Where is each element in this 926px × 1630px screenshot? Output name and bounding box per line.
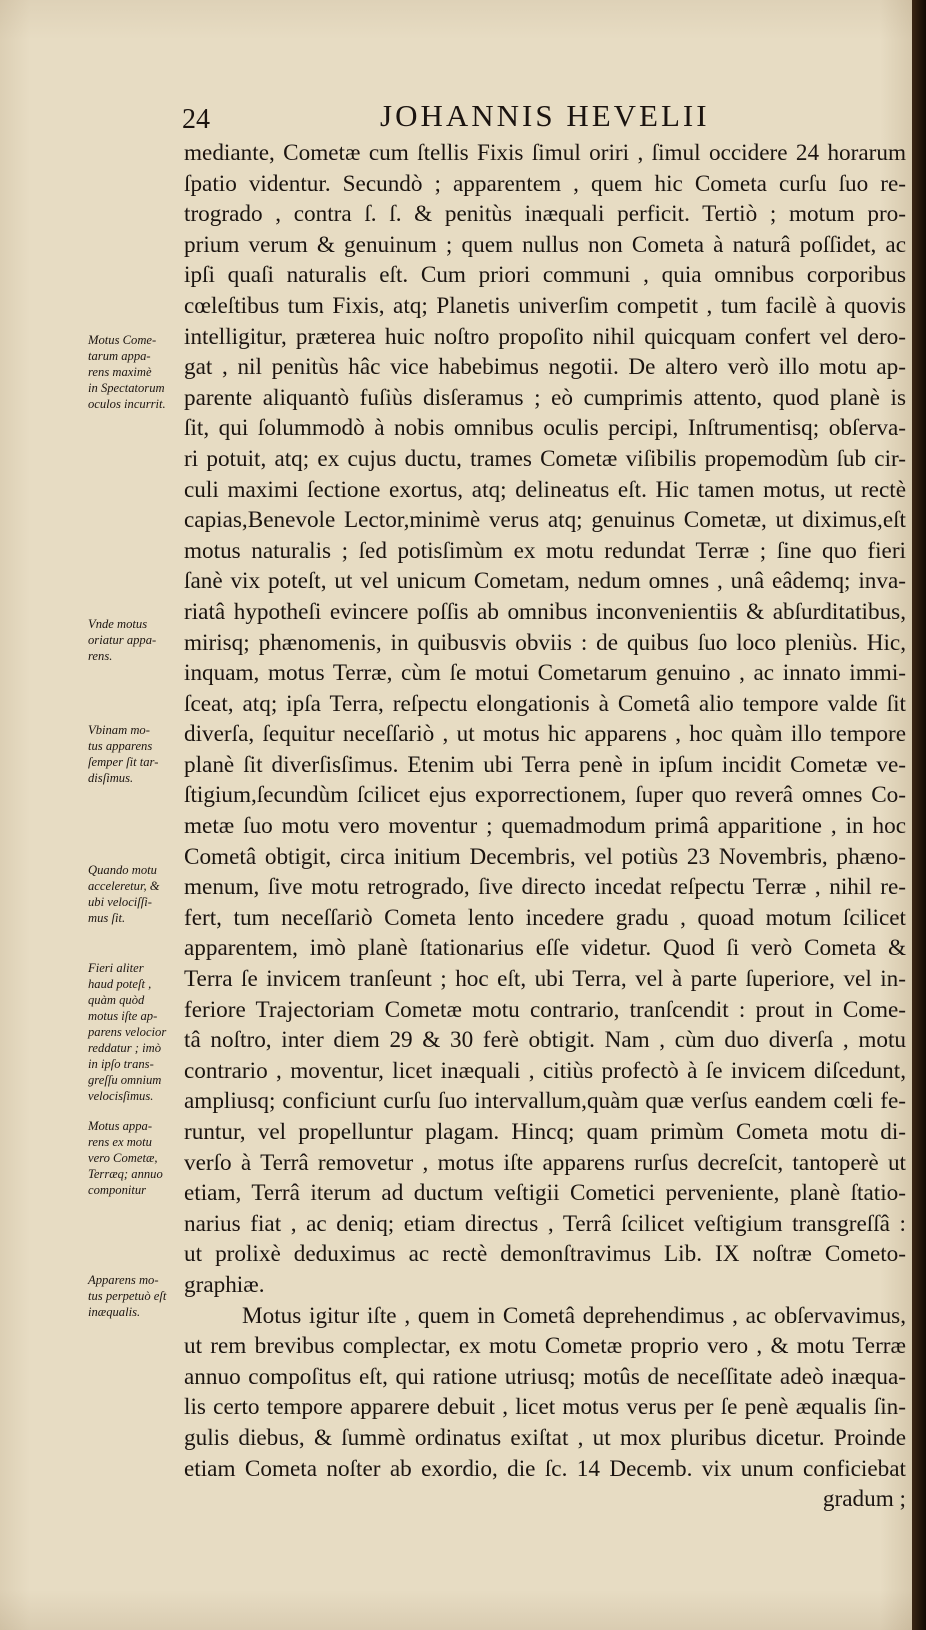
text-line: lis certo tempore apparere debuit , licet motus verus per ſe penè æqualis ſin- [184,1394,906,1421]
text-line: fert, tum neceſſariò Cometa lento incedere gradu , quoad motum ſcilicet [184,904,906,931]
text-line: graphiæ. [184,1271,265,1298]
text-line: planè ſit diverſisſimus. Etenim ubi Terra penè in ipſum incidit Cometæ ve- [184,751,906,778]
page-header [0,98,912,142]
text-line: capias,Benevole Lector,minimè verus atq; genuinus Cometæ, ut diximus,eſt [184,507,906,534]
text-line: metæ ſuo motu vero moventur ; quemadmodum primâ apparitione , in hoc [184,813,906,840]
note-line: componitur [88,1183,147,1197]
note-line: reddatur ; imò [88,1041,161,1055]
note-line: rens. [88,649,113,663]
note-line: mus ſit. [88,911,126,925]
text-line: inquam, motus Terræ, cùm ſe motui Cometarum genuino , ac innato immi- [184,660,906,687]
text-line: gulis diebus, & ſummè ordinatus exiſtat , ut mox pluribus dicetur. Proinde [184,1424,906,1451]
note-line: tarum appa- [88,349,151,363]
note-line: rens maximè [88,365,152,379]
text-line: narius fiat , ac deniq; etiam directus , Terrâ ſcilicet veſtigium transgreſſâ : [184,1210,906,1237]
note-line: vero Cometæ, [88,1151,158,1165]
text-line: feriore Trajectoriam Cometæ motu contrario, tranſcendit : prout in Come- [184,996,906,1023]
text-line: ſanè vix poteſt, ut vel unicum Cometam, nedum omnes , unâ eâdemq; inva- [184,568,906,595]
text-line: ut prolixè deduximus ac rectè demonſtravimus Lib. IX noſtræ Cometo- [184,1241,906,1268]
text-line: riatâ hypotheſi evincere poſſis ab omnibus inconvenientiis & abſurditatibus, [184,598,906,625]
text-line: annuo compoſitus eſt, qui ratione utriusq; motûs de neceſſitate adeò inæqua- [184,1363,906,1390]
text-line: etiam, Terrâ iterum ad ductum veſtigii Cometici perveniente, planè ſtatio- [184,1180,906,1207]
note-line: quàm quòd [88,993,145,1007]
text-line: ſceat, atq; ipſa Terra, reſpectu elongationis à Cometâ alio tempore valde ſit [184,690,906,717]
note-line: in ipſo trans- [88,1057,154,1071]
text-line: culi maximi ſectione exortus, atq; delineatus eſt. Hic tamen motus, ut rectè [184,476,906,503]
note-line: velocisſimus. [88,1089,154,1103]
text-line: apparentem, imò planè ſtationarius eſſe videtur. Quod ſi verò Cometa & [184,935,906,962]
note-line: ſemper ſit tar- [88,755,159,769]
text-line: diverſa, ſequitur neceſſariò , ut motus hic apparens , hoc quàm illo tempore [184,721,906,748]
marginal-note [88,722,182,786]
note-line: Motus appa- [88,1119,153,1133]
note-line: acceleretur, & [88,879,160,893]
text-line: Motus igitur iſte , quem in Cometâ deprehendimus , ac obſervavimus, [242,1302,906,1329]
running-title: JOHANNIS HEVELII [380,98,710,133]
text-line: ſpatio videntur. Secundò ; apparentem , quem hic Cometa curſu ſuo re- [184,170,906,197]
text-line: trogrado , contra ſ. ſ. & penitùs inæquali perficit. Tertiò ; motum pro- [184,201,906,228]
text-line: ſtigium,ſecundùm ſcilicet ejus exporrectionem, ſuper quo reverâ omnes Co- [184,782,906,809]
note-line: in Spectatorum [88,381,165,395]
text-line: motus naturalis ; ſed potisſimùm ex motu redundat Terræ ; ſine quo fieri [184,537,906,564]
note-line: Vbinam mo- [88,723,150,737]
text-line: mirisq; phænomenis, in quibusvis obviis : de quibus ſuo loco pleniùs. Hic, [184,629,906,656]
text-line: ri potuit, atq; ex cujus ductu, trames Cometæ viſibilis propemodùm ſub cir- [184,445,906,472]
text-line: intelligitur, præterea huic noſtro propoſito nihil quicquam confert vel dero- [184,323,906,350]
note-line: ubi velociſſi- [88,895,152,909]
page-edge [912,0,926,1630]
text-line: parente aliquantò fuſiùs disſeramus ; eò cumprimis attento, quod planè is [184,384,906,411]
text-line: cœleſtibus tum Fixis, atq; Planetis univerſim competit , tum facilè à quovis [184,292,906,319]
text-line: mediante, Cometæ cum ſtellis Fixis ſimul oriri , ſimul occidere 24 horarum [184,140,906,166]
marginal-note [88,616,182,664]
marginal-note [88,862,182,926]
note-line: motus iſte ap- [88,1009,158,1023]
text-line: Cometâ obtigit, circa initium Decembris, vel potiùs 23 Novembris, phæno- [184,843,906,870]
text-line: runtur, vel propelluntur plagam. Hincq; quam primùm Cometa motu di- [184,1119,906,1145]
catchword: gradum ; [822,1486,906,1513]
main-text-block [184,138,906,1515]
text-line: verſo à Terrâ removetur , motus iſte apparens rurſus decreſcit, tantoperè ut [184,1149,906,1176]
note-line: disſimus. [88,771,134,785]
marginal-note [88,1272,182,1320]
text-line: ut rem brevibus complectar, ex motu Cometæ proprio vero , & motu Terræ [184,1333,906,1360]
note-line: Quando motu [88,863,157,877]
note-line: Fieri aliter [88,961,144,975]
note-line: rens ex motu [88,1135,152,1149]
marginal-note [88,960,182,1104]
note-line: Terræq; annuo [88,1167,163,1181]
text-line: Terra ſe invicem tranſeunt ; hoc eſt, ubi Terra, vel à parte ſuperiore, vel in- [184,966,906,993]
marginal-note [88,1118,182,1198]
note-line: inæqualis. [88,1305,141,1319]
text-line: menum, ſive motu retrogrado, ſive directo incedat reſpectu Terræ , nihil re- [184,874,906,901]
note-line: greſſu omnium [88,1073,162,1087]
note-line: tus apparens [88,739,153,753]
text-line: etiam Cometa noſter ab exordio, die ſc. 14 Decemb. vix unum conficiebat [184,1455,906,1482]
note-line: parens velocior [88,1025,167,1039]
note-line: oriatur appa- [88,633,157,647]
text-line: ſit, qui ſolummodò à nobis omnibus oculis percipi, Inſtrumentisq; obſerva- [184,415,906,442]
text-line: prium verum & genuinum ; quem nullus non Cometa à naturâ poſſidet, ac [184,231,906,258]
marginal-note [88,332,182,412]
note-line: Motus Come- [88,333,157,347]
note-line: Apparens mo- [88,1273,159,1287]
page-number: 24 [182,104,210,135]
note-line: haud poteſt , [88,977,152,991]
text-line: ipſi quaſi naturalis eſt. Cum priori communi , quia omnibus corporibus [184,262,906,289]
note-line: oculos incurrit. [88,397,166,411]
text-line: contrario , moventur, licet inæquali , citiùs profectò à ſe invicem diſcedunt, [184,1057,906,1084]
text-line: ampliusq; conficiunt curſu ſuo intervallum,quàm quæ verſus eandem cœli fe- [184,1088,906,1115]
note-line: tus perpetuò eſt [88,1289,167,1303]
note-line: Vnde motus [88,617,148,631]
text-line: gat , nil penitùs hâc vice habebimus negotii. De altero verò illo motu ap- [184,354,906,381]
text-line: tâ noſtro, inter diem 29 & 30 ferè obtigit. Nam , cùm duo diverſa , motu [184,1027,906,1054]
